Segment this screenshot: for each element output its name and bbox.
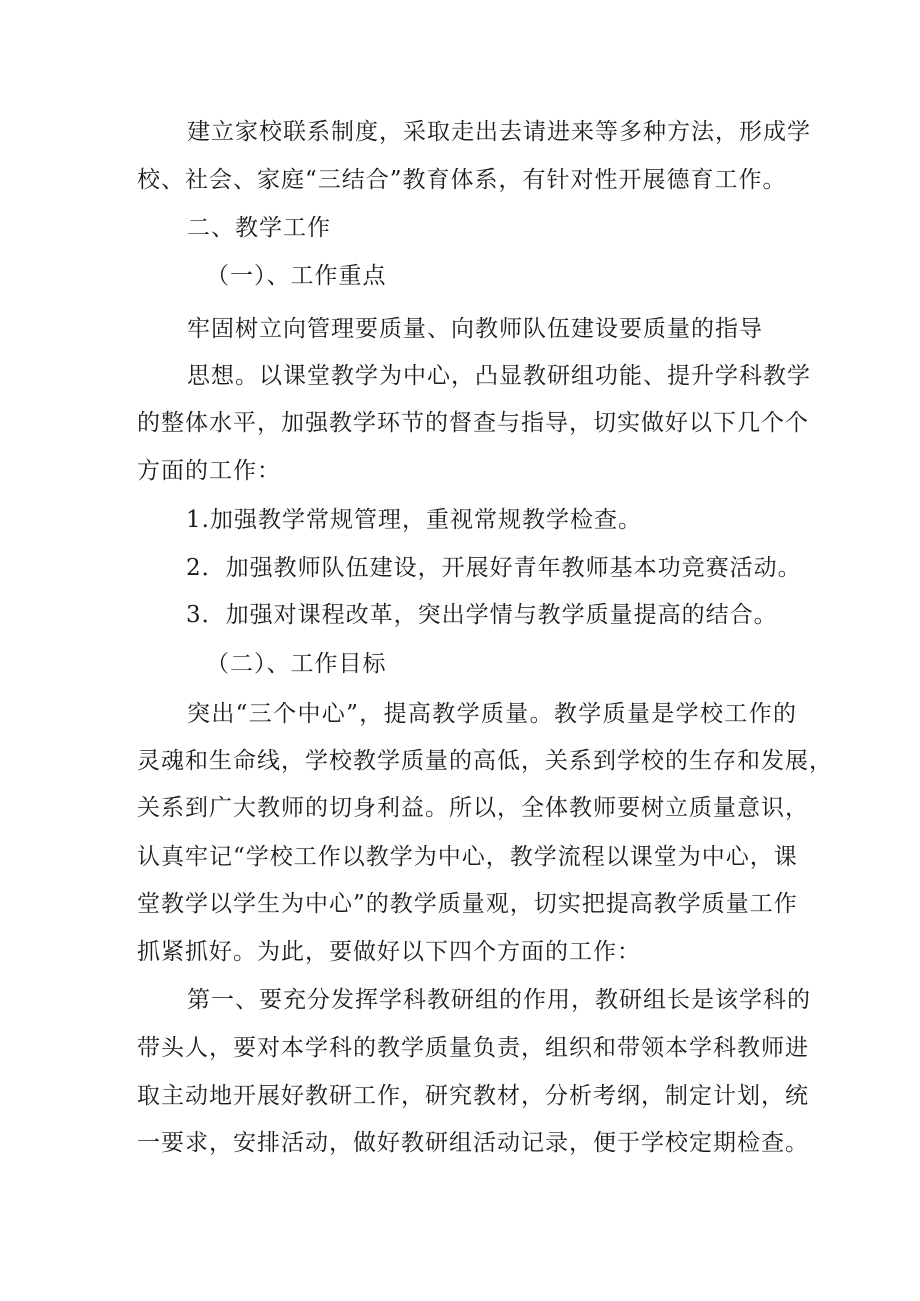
paragraph-line: 建立家校联系制度，采取走出去请进来等多种方法，形成学 <box>187 119 811 145</box>
paragraph-line: 取主动地开展好教研工作，研究教材，分析考纲，制定计划，统 <box>137 1083 809 1109</box>
paragraph-line: 抓紧抓好。为此，要做好以下四个方面的工作： <box>137 939 641 965</box>
list-item: 2．加强教师队伍建设，开展好青年教师基本功竞赛活动。 <box>186 555 802 581</box>
paragraph-line: 认真牢记“学校工作以教学为中心，教学流程以课堂为中心，课 <box>137 844 798 870</box>
paragraph-line: 带头人，要对本学科的教学质量负责，组织和带领本学科教师进 <box>137 1035 809 1061</box>
paragraph-line: 方面的工作： <box>137 458 281 484</box>
paragraph-line: 的整体水平，加强教学环节的督查与指导，切实做好以下几个个 <box>137 410 809 436</box>
paragraph-line: 突出“三个中心”，提高教学质量。教学质量是学校工作的 <box>187 701 797 727</box>
paragraph-line: 灵魂和生命线，学校教学质量的高低，关系到学校的生存和发展， <box>137 748 833 774</box>
paragraph-line: 关系到广大教师的切身利益。所以，全体教师要树立质量意识， <box>137 795 809 821</box>
paragraph-line: 校、社会、家庭“三结合”教育体系，有针对性开展德育工作。 <box>137 167 787 193</box>
paragraph-line: 第一、要充分发挥学科教研组的作用，教研组长是该学科的 <box>187 987 811 1013</box>
paragraph-line: 思想。以课堂教学为中心，凸显教研组功能、提升学科教学 <box>187 363 811 389</box>
subsection-heading: （一）、工作重点 <box>206 263 387 289</box>
section-heading: 二、教学工作 <box>187 215 331 241</box>
paragraph-line: 牢固树立向管理要质量、向教师队伍建设要质量的指导 <box>187 316 763 342</box>
list-item: 1.加强教学常规管理，重视常规教学检查。 <box>186 507 642 533</box>
paragraph-line: 一要求，安排活动，做好教研组活动记录，便于学校定期检查。 <box>137 1130 809 1156</box>
paragraph-line: 堂教学以学生为中心”的教学质量观，切实把提高教学质量工作 <box>137 891 798 917</box>
subsection-heading: （二）、工作目标 <box>206 651 387 677</box>
list-item: 3．加强对课程改革，突出学情与教学质量提高的结合。 <box>186 602 778 628</box>
